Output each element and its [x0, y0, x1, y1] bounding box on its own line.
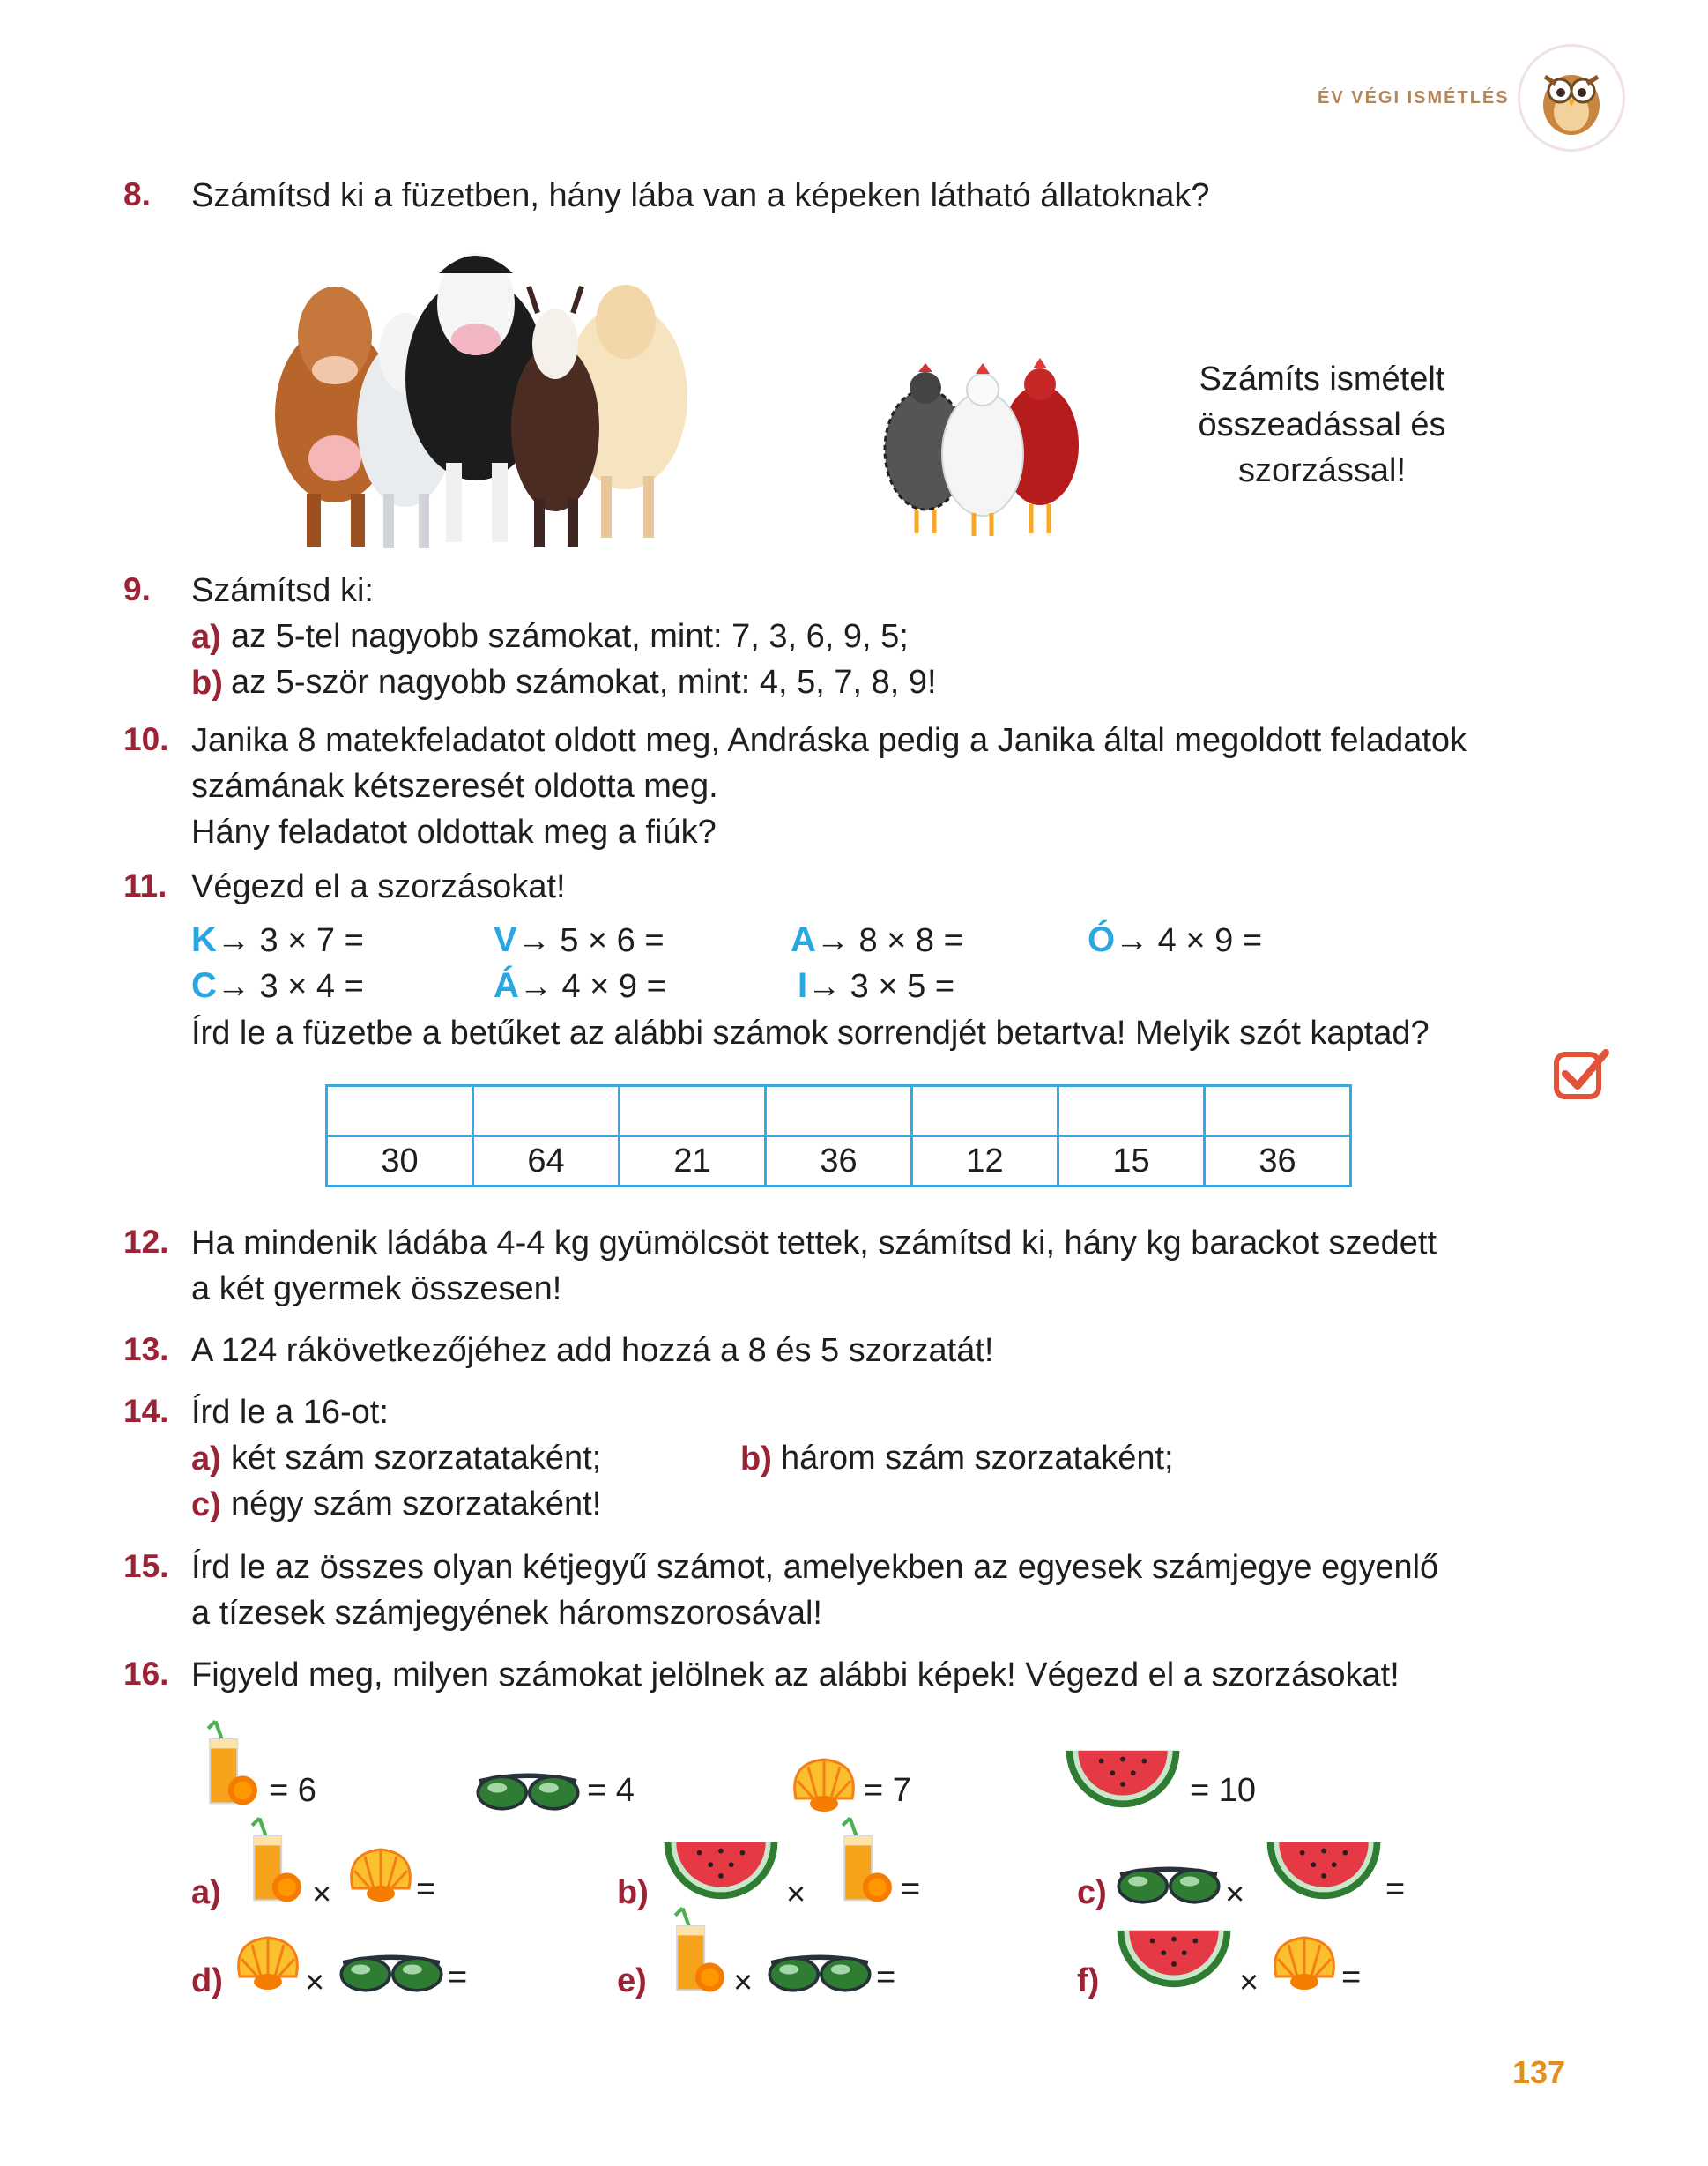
watermelon-icon: [659, 1837, 783, 1906]
multiplication-expression: → 3 × 5 =: [807, 968, 955, 1005]
answer-cell[interactable]: [473, 1086, 620, 1136]
code-letter: V: [494, 920, 517, 959]
juice-value: = 6: [269, 1772, 316, 1809]
times-sign: ×: [305, 1964, 325, 2001]
code-letter: I: [798, 966, 808, 1005]
answer-cell[interactable]: [327, 1086, 473, 1136]
subtask-label: b): [617, 1874, 649, 1911]
multiplication-item: [494, 966, 666, 1006]
hint-line-1: Számíts ismételt: [1199, 361, 1445, 398]
subtask-text: az 5-ször nagyobb számokat, mint: 4, 5, 7, 8, 9!: [231, 664, 937, 701]
task-number: 13.: [123, 1331, 169, 1367]
task-number: 16.: [123, 1656, 169, 1692]
task-text-line: Írd le az összes olyan kétjegyű számot, amelyekben az egyesek számjegye egyenlő: [191, 1549, 1439, 1586]
multiplication-expression: → 3 × 4 =: [216, 968, 364, 1005]
task-text-line: Janika 8 matekfeladatot oldott meg, Andráska pedig a Janika által megoldott feladatok: [191, 722, 1467, 759]
multiplication-item: [1088, 920, 1262, 960]
multiplication-expression: → 4 × 9 =: [518, 968, 666, 1005]
subtask-text: három szám szorzataként;: [781, 1440, 1174, 1477]
task-number: 11.: [123, 867, 167, 904]
task-number: 10.: [123, 721, 169, 757]
seashell-icon: [789, 1754, 859, 1816]
subtask-label: c): [1077, 1874, 1107, 1911]
times-sign: ×: [733, 1964, 754, 2001]
sunglasses-value: = 4: [587, 1772, 635, 1809]
equals-sign: =: [901, 1871, 921, 1908]
checkbox-check-icon: [1553, 1046, 1611, 1100]
sunglasses-icon: [472, 1763, 584, 1812]
sunglasses-icon: [1112, 1857, 1225, 1906]
sunglasses-icon: [335, 1945, 448, 1994]
subtask-label: c): [191, 1486, 221, 1523]
subtask-label: e): [617, 1962, 647, 1999]
subtask-label: f): [1077, 1962, 1100, 1999]
code-letter: Ó: [1088, 920, 1116, 959]
hint-line-2: összeadással és szorzással!: [1198, 406, 1446, 489]
number-cell: 21: [620, 1136, 766, 1187]
juice-glass-icon: [839, 1816, 894, 1908]
task-text-line: számának kétszeresét oldotta meg.: [191, 768, 718, 805]
juice-glass-icon: [672, 1906, 726, 1998]
task-instruction: Írd le a füzetbe a betűket az alábbi számok sorrendjét betartva! Melyik szót kaptad?: [191, 1015, 1430, 1052]
subtask-label: a): [191, 1874, 221, 1911]
answer-cell[interactable]: [1205, 1086, 1351, 1136]
times-sign: ×: [1239, 1964, 1259, 2001]
seashell-icon: [345, 1844, 416, 1906]
multiplication-item: [798, 966, 954, 1006]
juice-glass-icon: [204, 1719, 259, 1811]
watermelon-value: = 10: [1190, 1772, 1257, 1809]
task-text: Számítsd ki:: [191, 572, 374, 609]
sunglasses-icon: [763, 1945, 876, 1994]
task-text: Figyeld meg, milyen számokat jelölnek az alábbi képek! Végezd el a szorzásokat!: [191, 1656, 1400, 1693]
section-title: ÉV VÉGI ISMÉTLÉS: [1318, 88, 1510, 108]
multiplication-expression: → 3 × 7 =: [216, 922, 364, 959]
seashell-icon: [1269, 1932, 1340, 1994]
subtask-label: a): [191, 619, 221, 656]
task-number: 8.: [123, 176, 151, 212]
number-cell: 36: [766, 1136, 912, 1187]
answer-cell[interactable]: [620, 1086, 766, 1136]
answer-cell[interactable]: [1058, 1086, 1205, 1136]
subtask-text: két szám szorzatataként;: [231, 1440, 602, 1477]
chickens-illustration: [873, 353, 1084, 547]
multiplication-item: [791, 920, 963, 960]
multiplication-expression: → 8 × 8 =: [815, 922, 963, 959]
multiplication-item: [191, 966, 364, 1006]
code-letter: A: [791, 920, 816, 959]
subtask-text: négy szám szorzataként!: [231, 1485, 602, 1522]
task-text-line: Ha mindenik ládába 4-4 kg gyümölcsöt tettek, számítsd ki, hány kg barackot szedett: [191, 1224, 1437, 1262]
task-text: Végezd el a szorzásokat!: [191, 868, 566, 905]
task-number: 15.: [123, 1548, 169, 1584]
page-number: 137: [1512, 2054, 1566, 2090]
task-text: Írd le a 16-ot:: [191, 1394, 389, 1431]
times-sign: ×: [312, 1876, 332, 1913]
answer-row-blank: [327, 1086, 1351, 1136]
number-cell: 15: [1058, 1136, 1205, 1187]
task-number: 12.: [123, 1224, 169, 1260]
equals-sign: =: [1385, 1871, 1406, 1908]
times-sign: ×: [1225, 1876, 1245, 1913]
task-number: 14.: [123, 1393, 169, 1429]
code-letter: Á: [494, 966, 519, 1005]
equals-sign: =: [1341, 1959, 1362, 1996]
task-number: 9.: [123, 571, 151, 607]
watermelon-icon: [1061, 1745, 1184, 1814]
equals-sign: =: [416, 1871, 436, 1908]
subtask-label: d): [191, 1962, 223, 1999]
task-text: Számítsd ki a füzetben, hány lába van a képeken látható állatoknak?: [191, 177, 1210, 214]
number-cell: 64: [473, 1136, 620, 1187]
shell-value: = 7: [864, 1772, 911, 1809]
multiplication-item: [494, 920, 665, 960]
equals-sign: =: [876, 1959, 896, 1996]
owl-mascot-icon: [1518, 44, 1625, 152]
times-sign: ×: [786, 1876, 806, 1913]
seashell-icon: [233, 1932, 303, 1994]
farm-animals-illustration: [273, 238, 696, 555]
task-text-line: a két gyermek összesen!: [191, 1270, 562, 1307]
subtask-label: a): [191, 1440, 221, 1477]
subtask-label: b): [740, 1440, 772, 1477]
multiplication-expression: → 4 × 9 =: [1115, 922, 1263, 959]
subtask-text: az 5-tel nagyobb számokat, mint: 7, 3, 6, 9, 5;: [231, 618, 909, 655]
number-cell: 30: [327, 1136, 473, 1187]
multiplication-item: [191, 920, 364, 960]
number-cell: 36: [1205, 1136, 1351, 1187]
task-text: A 124 rákövetkezőjéhez add hozzá a 8 és 5 szorzatát!: [191, 1332, 994, 1369]
task-text-line: Hány feladatot oldottak meg a fiúk?: [191, 814, 717, 851]
equals-sign: =: [448, 1959, 468, 1996]
answer-cell[interactable]: [766, 1086, 912, 1136]
task-text-line: a tízesek számjegyének háromszorosával!: [191, 1595, 822, 1632]
watermelon-icon: [1112, 1925, 1236, 1994]
answer-table: [325, 1084, 1352, 1187]
juice-glass-icon: [249, 1816, 303, 1908]
code-letter: C: [191, 966, 217, 1005]
multiplication-expression: → 5 × 6 =: [516, 922, 665, 959]
number-cell: 12: [912, 1136, 1058, 1187]
answer-row-numbers: [327, 1136, 1351, 1187]
code-letter: K: [191, 920, 217, 959]
subtask-label: b): [191, 665, 223, 702]
answer-cell[interactable]: [912, 1086, 1058, 1136]
watermelon-icon: [1262, 1837, 1385, 1906]
